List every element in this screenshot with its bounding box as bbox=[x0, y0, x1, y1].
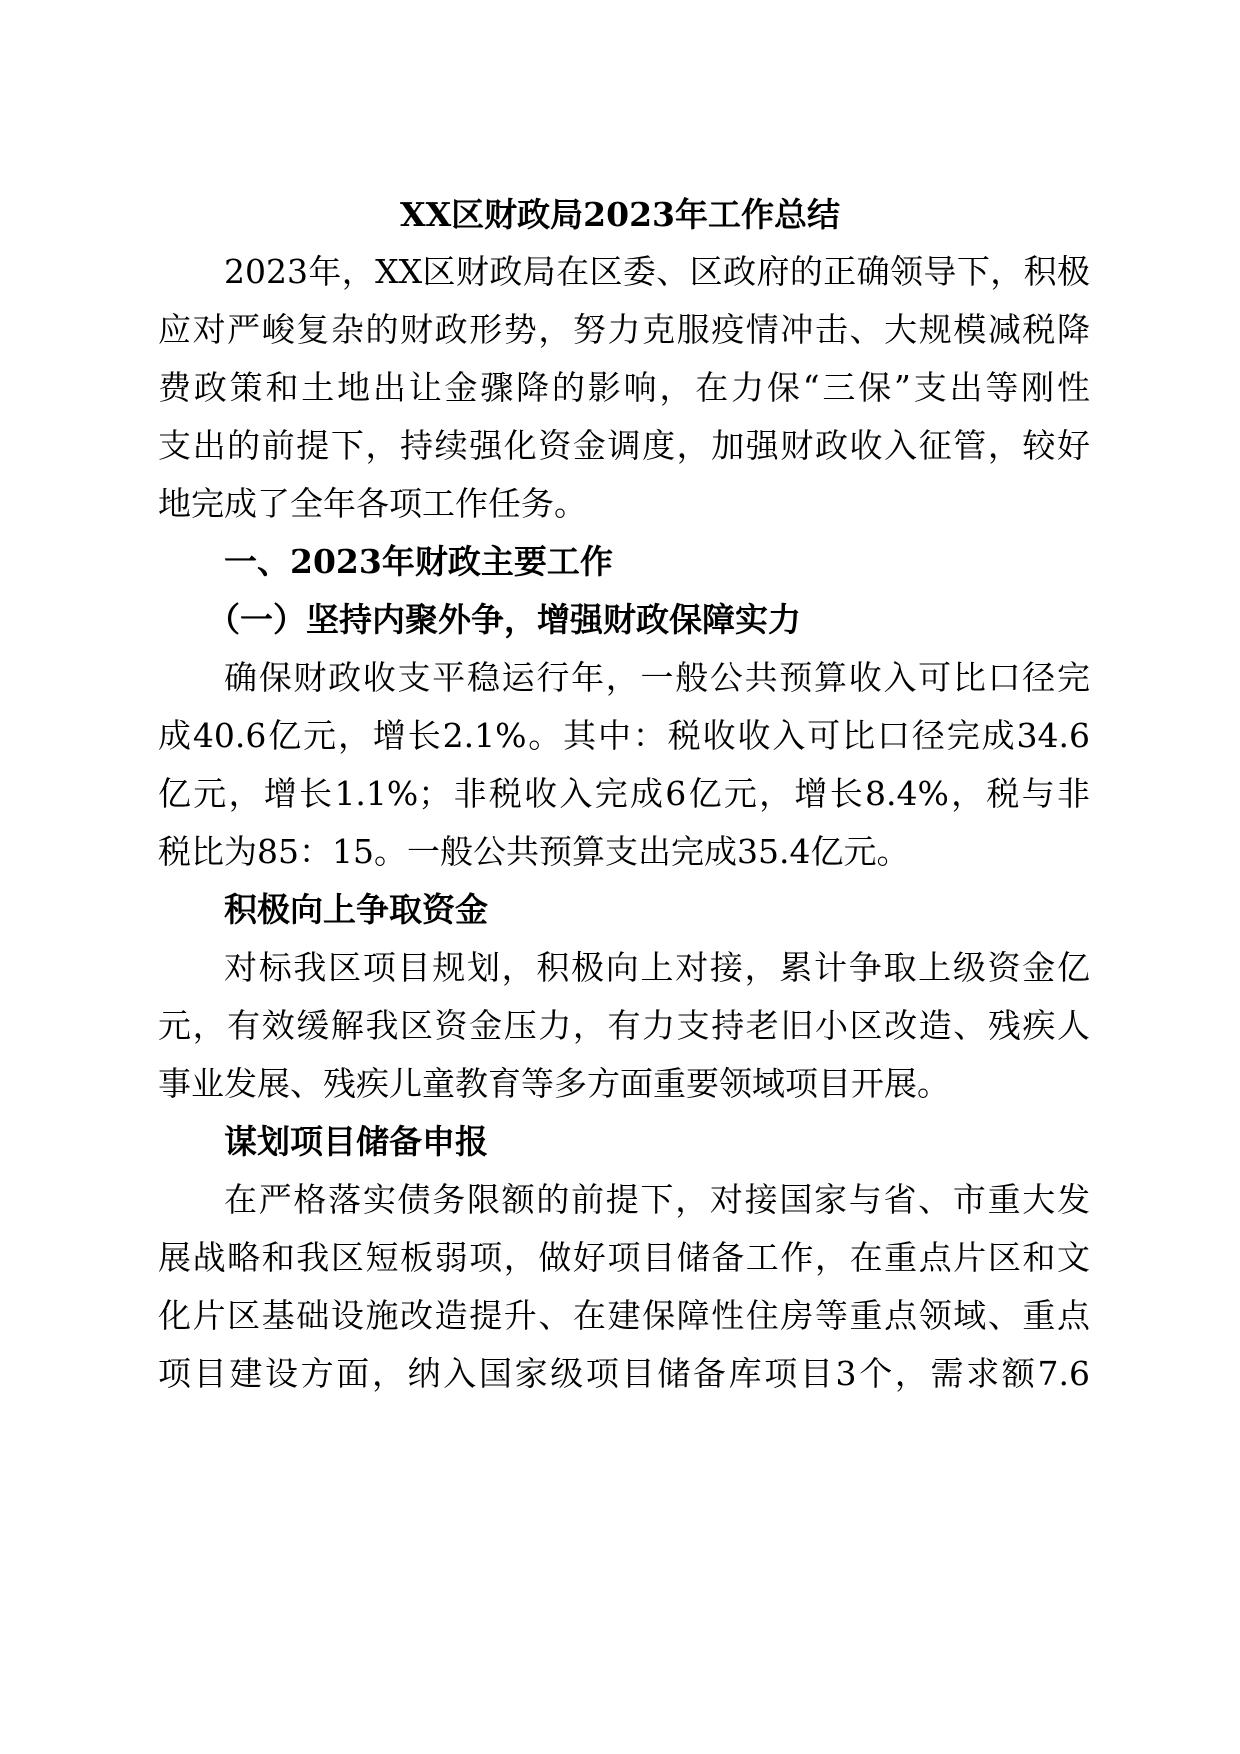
para-2-line-3: 事业发展、残疾儿童教育等多方面重要领域项目开展。 bbox=[158, 1064, 950, 1103]
para-3-line-3: 化片区基础设施改造提升、在建保障性住房等重点领域、重点 bbox=[158, 1296, 1090, 1335]
intro-line-1: 2023年，XX区财政局在区委、区政府的正确领导下，积极 bbox=[224, 252, 1090, 291]
para-3-line-1: 在严格落实债务限额的前提下，对接国家与省、市重大发 bbox=[224, 1180, 1090, 1219]
para-1-line-1: 确保财政收支平稳运行年，一般公共预算收入可比口径完 bbox=[224, 658, 1090, 697]
intro-line-4: 支出的前提下，持续强化资金调度，加强财政收入征管，较好 bbox=[158, 426, 1090, 465]
topic-heading-1: 积极向上争取资金 bbox=[224, 890, 488, 929]
para-1-line-3: 亿元，增长1.1%；非税收入完成6亿元，增长8.4%，税与非 bbox=[158, 774, 1090, 813]
document-title: XX区财政局2023年工作总结 bbox=[399, 195, 841, 234]
para-2-line-1: 对标我区项目规划，积极向上对接，累计争取上级资金亿 bbox=[224, 948, 1090, 987]
intro-line-2: 应对严峻复杂的财政形势，努力克服疫情冲击、大规模减税降 bbox=[158, 310, 1090, 349]
para-1-line-2: 成40.6亿元，增长2.1%。其中：税收收入可比口径完成34.6 bbox=[158, 716, 1090, 755]
para-3-line-2: 展战略和我区短板弱项，做好项目储备工作，在重点片区和文 bbox=[158, 1238, 1090, 1277]
intro-line-5: 地完成了全年各项工作任务。 bbox=[158, 484, 587, 523]
para-3-line-4: 项目建设方面，纳入国家级项目储备库项目3个，需求额7.6 bbox=[158, 1354, 1090, 1393]
section-heading-1: 一、2023年财政主要工作 bbox=[224, 542, 613, 581]
subsection-heading-1: （一）坚持内聚外争，增强财政保障实力 bbox=[207, 600, 801, 639]
intro-line-3: 费政策和土地出让金骤降的影响，在力保“三保”支出等刚性 bbox=[158, 368, 1090, 407]
para-1-line-4: 税比为85：15。一般公共预算支出完成35.4亿元。 bbox=[158, 832, 910, 871]
topic-heading-2: 谋划项目储备申报 bbox=[224, 1122, 488, 1161]
para-2-line-2: 元，有效缓解我区资金压力，有力支持老旧小区改造、残疾人 bbox=[158, 1006, 1090, 1045]
